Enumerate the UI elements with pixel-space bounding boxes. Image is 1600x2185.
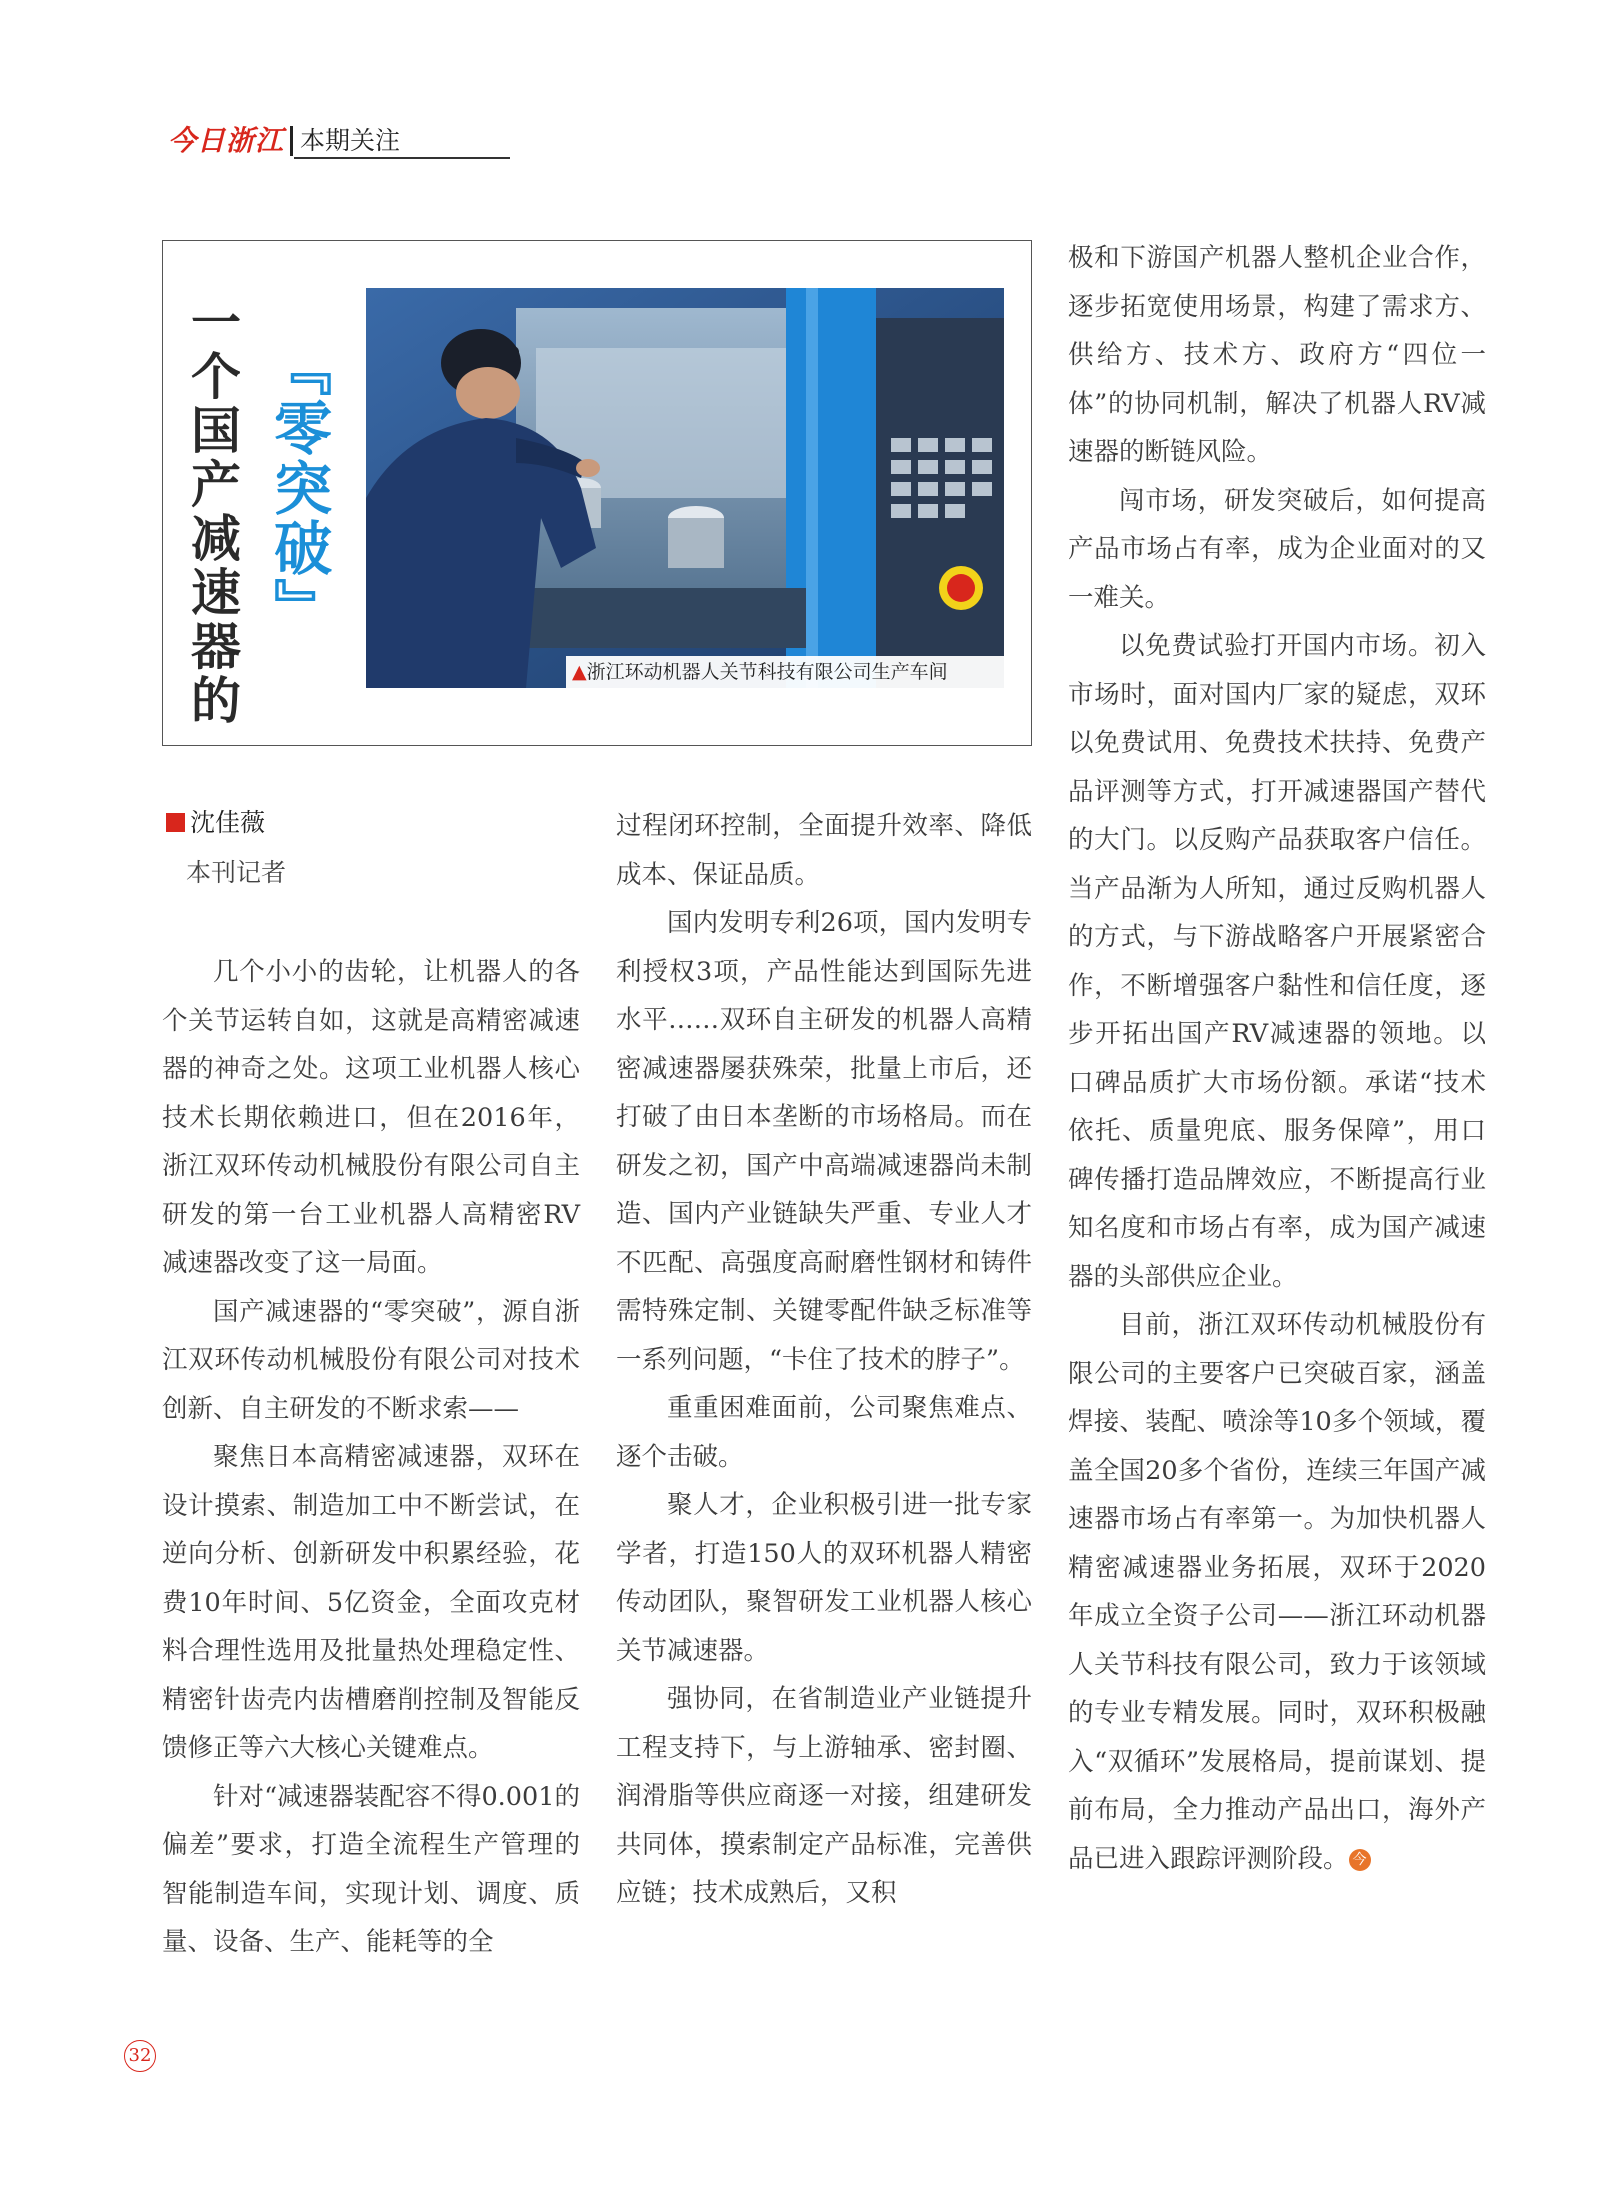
paragraph-text: 目前，浙江双环传动机械股份有限公司的主要客户已突破百家，涵盖焊接、装配、喷涂等10多个领域，覆盖全国20多个省份，连续三年国产减速器市场占有率第一。为加快机器人精密减速器业务拓展，双环于2020年成立全资子公司——浙江环动机器人关节科技有限公司，致力于该领域的专业专精发展。同时，双环积极融入“双循环”发展格局，提前谋划、提前布局，全力推动产品出口，海外产品已进入跟踪评测阶段。 <box>1068 1310 1486 1874</box>
paragraph: 强协同，在省制造业产业链提升工程支持下，与上游轴承、密封圈、润滑脂等供应商逐一对接，组建研发共同体，摸索制定产品标准，完善供应链；技术成熟后，又积 <box>616 1684 1032 1908</box>
body-column-2 <box>616 802 1032 1918</box>
paragraph: 聚人才，企业积极引进一批专家学者，打造150人的双环机器人精密传动团队，聚智研发工业机器人核心关节减速器。 <box>616 1490 1032 1666</box>
headline-title-quote: 『零突破』 <box>264 338 332 638</box>
paragraph-continued: 极和下游国产机器人整机企业合作，逐步拓宽使用场景，构建了需求方、供给方、技术方、政府方“四位一体”的协同机制，解决了机器人RV减速器的断链风险。 <box>1068 243 1486 467</box>
paragraph-final <box>1068 1301 1486 1883</box>
factory-photo <box>366 288 1004 688</box>
paragraph: 重重困难面前，公司聚焦难点、逐个击破。 <box>616 1393 1032 1472</box>
paragraph-continued: 过程闭环控制，全面提升效率、降低成本、保证品质。 <box>616 811 1032 890</box>
photo-caption-text: 浙江环动机器人关节科技有限公司生产车间 <box>586 661 948 683</box>
photo-caption <box>572 658 948 686</box>
magazine-logo: 今日浙江 <box>168 124 285 157</box>
author-name: 沈佳薇 <box>190 808 266 837</box>
paragraph: 闯市场，研发突破后，如何提高产品市场占有率，成为企业面对的又一难关。 <box>1068 485 1486 613</box>
caption-triangle-icon: ▲ <box>572 661 587 683</box>
body-column-3 <box>1068 234 1486 1883</box>
headline-title: 一个国产减速器的 <box>183 296 242 728</box>
end-mark-icon: 今 <box>1349 1849 1371 1871</box>
body-column-1 <box>162 948 580 1967</box>
paragraph: 几个小小的齿轮，让机器人的各个关节运转自如，这就是高精密减速器的神奇之处。这项工业机器人核心技术长期依赖进口，但在2016年，浙江双环传动机械股份有限公司自主研发的第一台工业机器人高精密RV减速器改变了这一局面。 <box>162 957 580 1278</box>
paragraph: 聚焦日本高精密减速器，双环在设计摸索、制造加工中不断尝试，在逆向分析、创新研发中积累经验，花费10年时间、5亿资金，全面攻克材料合理性选用及批量热处理稳定性、精密针齿壳内齿槽磨削控制及智能反馈修正等六大核心关键难点。 <box>162 1442 580 1763</box>
page-number: 32 <box>124 2040 156 2072</box>
paragraph: 针对“减速器装配容不得0.001的偏差”要求，打造全流程生产管理的智能制造车间，实现计划、调度、质量、设备、生产、能耗等的全 <box>162 1781 580 1957</box>
paragraph: 国内发明专利26项，国内发明专利授权3项，产品性能达到国际先进水平……双环自主研发的机器人高精密减速器屡获殊荣，批量上市后，还打破了由日本垄断的市场格局。而在研发之初，国产中高端减速器尚未制造、国内产业链缺失严重、专业人才不匹配、高强度高耐磨性钢材和铸件需特殊定制、关键零配件缺乏标准等一系列问题，“卡住了技术的脖子”。 <box>616 908 1032 1375</box>
header-divider <box>290 126 293 156</box>
section-label: 本期关注 <box>300 126 401 155</box>
author-role: 本刊记者 <box>186 858 287 887</box>
author-marker-icon <box>166 813 185 832</box>
header-rule <box>294 157 510 159</box>
paragraph: 国产减速器的“零突破”，源自浙江双环传动机械股份有限公司对技术创新、自主研发的不断求索—— <box>162 1296 580 1424</box>
paragraph: 以免费试验打开国内市场。初入市场时，面对国内厂家的疑虑，双环以免费试用、免费技术扶持、免费产品评测等方式，打开减速器国产替代的大门。以反购产品获取客户信任。当产品渐为人所知，通过反购机器人的方式，与下游战略客户开展紧密合作，不断增强客户黏性和信任度，逐步开拓出国产RV减速器的领地。以口碑品质扩大市场份额。承诺“技术依托、质量兜底、服务保障”，用口碑传播打造品牌效应，不断提高行业知名度和市场占有率，成为国产减速器的头部供应企业。 <box>1068 631 1486 1292</box>
